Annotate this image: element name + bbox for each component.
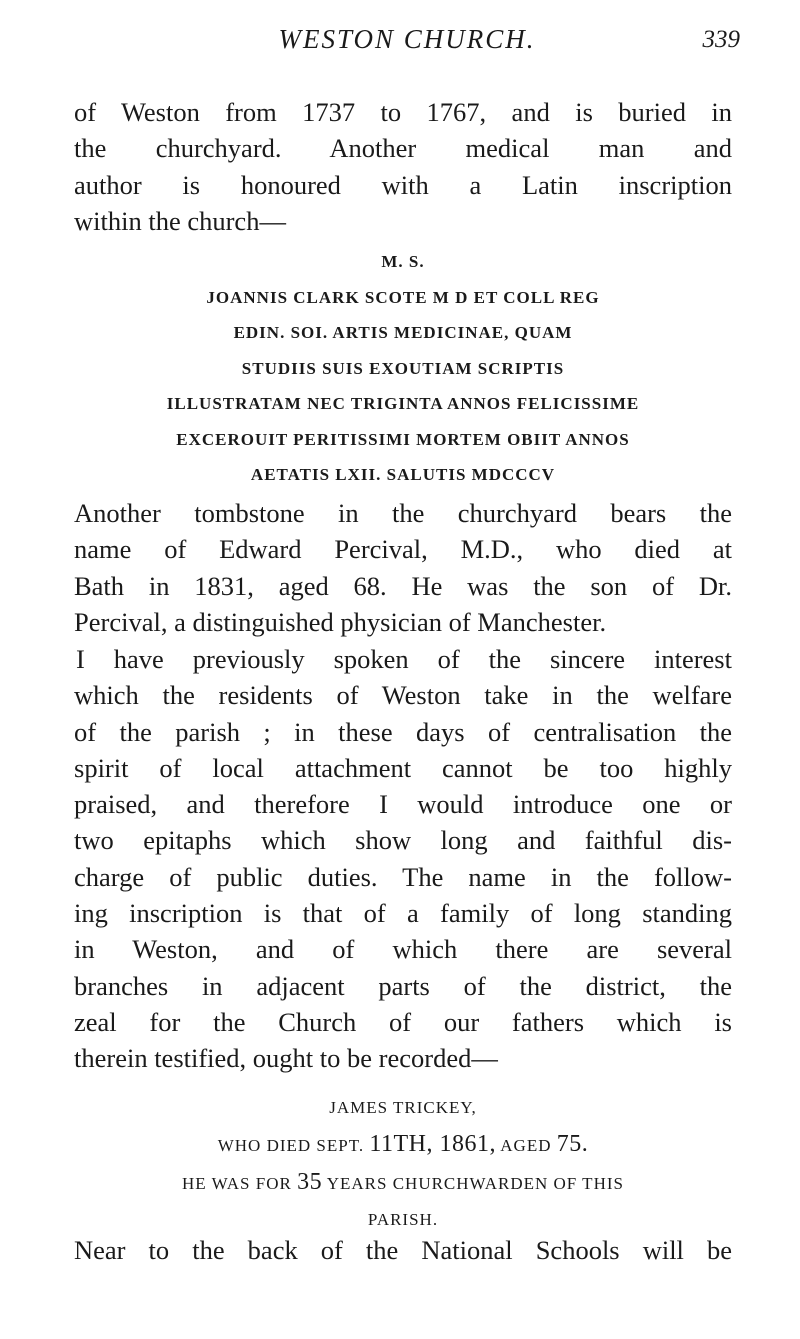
page-number: 339 (702, 26, 740, 53)
inscription-line: STUDIIS SUIS EXOUTIAM SCRIPTIS (241, 358, 565, 378)
paragraph-continuation (74, 94, 732, 239)
page-header (74, 18, 740, 58)
text-line: Bath in 1831, aged 68. He was the son of Dr. (74, 570, 732, 601)
text-line: of the parish ; in these days of centralisation the (74, 716, 732, 747)
text-line: name of Edward Percival, M.D., who died at (74, 534, 732, 565)
text-line: within the church— (74, 205, 286, 236)
text-line: Near to the back of the National Schools will be (74, 1235, 732, 1265)
paragraph-percival (74, 495, 732, 640)
inscription-fragment: HE WAS FOR (182, 1174, 292, 1193)
text-line: the churchyard. Another medical man and (74, 133, 732, 164)
text-line: branches in adjacent parts of the district, the (74, 970, 732, 1001)
text-line: in Weston, and of which there are several (74, 934, 732, 965)
inscription-fragment: 35 (297, 1169, 323, 1195)
inscription-fragment: 75. (556, 1131, 589, 1157)
inscription-line: JAMES TRICKEY, (329, 1098, 477, 1117)
text-line: author is honoured with a Latin inscription (74, 169, 732, 200)
text-line: I have previously spoken of the sincere interest (76, 644, 732, 674)
paragraph-local-attachment (74, 641, 732, 1077)
latin-inscription (74, 244, 732, 493)
inscription-fragment: WHO DIED SEPT. (217, 1136, 365, 1155)
inscription-line: M. S. (381, 252, 425, 271)
inscription-line: PARISH. (367, 1210, 439, 1229)
inscription-fragment: YEARS CHURCHWARDEN OF THIS (326, 1174, 624, 1193)
trickey-inscription (74, 1090, 732, 1238)
text-line: two epitaphs which show long and faithful dis- (74, 825, 732, 856)
inscription-line (74, 1126, 732, 1164)
inscription-line: AETATIS LXII. SALUTIS MDCCCV (250, 465, 556, 484)
text-line: therein testified, ought to be recorded— (74, 1043, 498, 1074)
running-head: WESTON CHURCH. (278, 24, 536, 54)
text-line: Percival, a distinguished physician of Manchester. (74, 606, 607, 637)
text-line: ing inscription is that of a family of long standing (74, 898, 732, 929)
paragraph-national-schools (74, 1232, 732, 1268)
text-line: praised, and therefore I would introduce one or (74, 789, 732, 820)
inscription-fragment: AGED (500, 1136, 552, 1155)
text-line: Another tombstone in the churchyard bears the (74, 498, 732, 528)
text-line: spirit of local attachment cannot be too highly (74, 752, 732, 783)
text-line: charge of public duties. The name in the follow- (74, 861, 732, 892)
inscription-line: ILLUSTRATAM NEC TRIGINTA ANNOS FELICISSIME (166, 394, 640, 413)
inscription-line: EXCEROUIT PERITISSIMI MORTEM OBIIT ANNOS (176, 429, 630, 449)
inscription-line: JOANNIS CLARK SCOTE M D ET COLL REG (206, 287, 600, 307)
text-line: of Weston from 1737 to 1767, and is buried in (74, 97, 732, 127)
text-line: which the residents of Weston take in the welfare (74, 680, 732, 711)
inscription-line: EDIN. SOI. ARTIS MEDICINAE, QUAM (233, 323, 573, 342)
inscription-line (74, 1164, 732, 1202)
text-line: zeal for the Church of our fathers which is (74, 1006, 732, 1037)
inscription-fragment: 11TH, 1861, (369, 1131, 496, 1157)
